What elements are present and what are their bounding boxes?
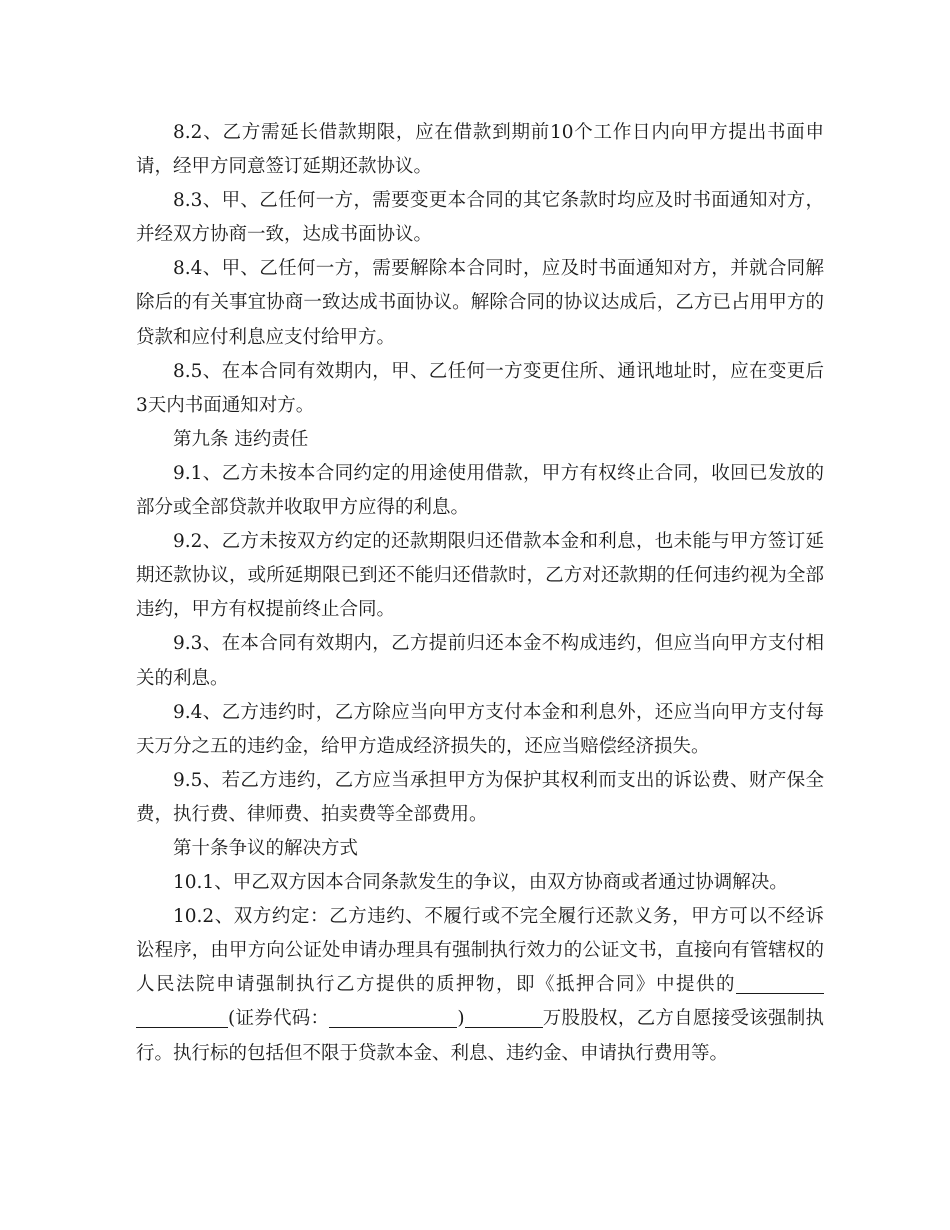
clause-8-3: 8.3、甲、乙任何一方，需要变更本合同的其它条款时均应及时书面通知对方，并经双方协商一致，达成书面协议。 (136, 190, 824, 246)
clause-9-5: 9.5、若乙方违约，乙方应当承担甲方为保护其权利而支出的诉讼费、财产保全费，执行费、律师费、拍卖费等全部费用。 (136, 769, 824, 825)
clause-10-2-text-d: 万股股权，乙方自愿接受该强制执行。执行标的包括但不限于贷款本金、利息、违约金、申请执行费用等。 (136, 1008, 824, 1064)
article-9-heading: 第九条 违约责任 (173, 428, 309, 450)
contract-body (136, 116, 824, 1071)
clause-10-2-text-c: ) (457, 1008, 465, 1030)
clause-8-4: 8.4、甲、乙任何一方，需要解除本合同时，应及时书面通知对方，并就合同解除后的有关事宜协商一致达成书面协议。解除合同的协议达成后，乙方已占用甲方的贷款和应付利息应支付给甲方。 (136, 258, 824, 348)
clause-9-4: 9.4、乙方违约时，乙方除应当向甲方支付本金和利息外，还应当向甲方支付每天万分之五的违约金，给甲方造成经济损失的，还应当赔偿经济损失。 (136, 701, 824, 757)
clause-10-1: 10.1、甲乙双方因本合同条款发生的争议，由双方协商或者通过协调解决。 (173, 872, 788, 894)
clause-8-2: 8.2、乙方需延长借款期限，应在借款到期前10个工作日内向甲方提出书面申请，经甲方同意签订延期还款协议。 (136, 122, 824, 178)
security-code-blank[interactable] (329, 1005, 457, 1028)
clause-10-2 (136, 900, 824, 1070)
clause-8-5: 8.5、在本合同有效期内，甲、乙任何一方变更住所、通讯地址时，应在变更后3天内书面通知对方。 (136, 360, 824, 416)
clause-9-3: 9.3、在本合同有效期内，乙方提前归还本金不构成违约，但应当向甲方支付相关的利息。 (136, 633, 824, 689)
clause-9-1: 9.1、乙方未按本合同约定的用途使用借款，甲方有权终止合同，收回已发放的部分或全部贷款并收取甲方应得的利息。 (136, 462, 824, 519)
article-10-heading: 第十条争议的解决方式 (173, 837, 359, 859)
pledge-item-blank[interactable] (736, 971, 824, 994)
clause-10-2-text-b: (证券代码： (228, 1008, 330, 1030)
clause-10-2-text-a: 10.2、双方约定：乙方违约、不履行或不完全履行还款义务，甲方可以不经诉讼程序，由甲方向公证处申请办理具有强制执行效力的公证文书，直接向有管辖权的人民法院申请强制执行乙方提供的质押物，即《抵押合同》中提供的 (136, 906, 824, 996)
pledge-item-blank-continued[interactable] (136, 1005, 228, 1028)
clause-9-2: 9.2、乙方未按双方约定的还款期限归还借款本金和利息，也未能与甲方签订延期还款协议，或所延期限已到还不能归还借款时，乙方对还款期的任何违约视为全部违约，甲方有权提前终止合同。 (136, 531, 824, 621)
share-count-blank[interactable] (465, 1005, 543, 1028)
